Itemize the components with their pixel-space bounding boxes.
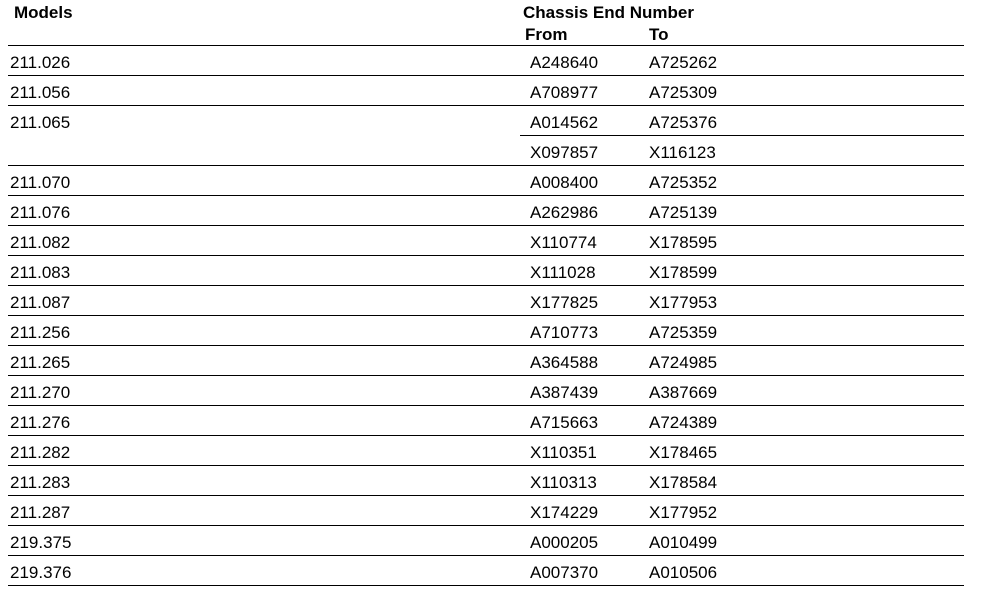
- table-row: [0, 375, 992, 405]
- cell-from: A007370: [530, 563, 599, 582]
- table-row: [0, 255, 992, 285]
- cell-model: 211.065: [10, 113, 71, 132]
- cell-from: A710773: [530, 323, 599, 342]
- table-row: [0, 495, 992, 525]
- cell-model: 211.076: [10, 203, 71, 222]
- cell-from: A387439: [530, 383, 599, 402]
- cell-from: A708977: [530, 83, 599, 102]
- cell-from: A262986: [530, 203, 599, 222]
- cell-from: A000205: [530, 533, 599, 552]
- cell-model: 211.056: [10, 83, 71, 102]
- table-row: [0, 345, 992, 375]
- column-header-models: Models: [14, 3, 73, 22]
- table-row: [0, 525, 992, 555]
- cell-from: X111028: [530, 263, 596, 282]
- cell-model: 211.082: [10, 233, 71, 252]
- cell-to: X178599: [649, 263, 718, 282]
- table-row: [0, 105, 992, 135]
- cell-model: 211.083: [10, 263, 71, 282]
- table-row: [0, 225, 992, 255]
- cell-from: X110351: [530, 443, 597, 462]
- cell-from: A008400: [530, 173, 599, 192]
- table-row: [0, 75, 992, 105]
- table-row: [0, 555, 992, 585]
- column-header-chassis-end-number: Chassis End Number: [523, 3, 694, 22]
- cell-to: A724389: [649, 413, 718, 432]
- cell-model: 211.087: [10, 293, 71, 312]
- cell-model: 211.283: [10, 473, 71, 492]
- cell-model: 211.256: [10, 323, 71, 342]
- cell-from: X177825: [530, 293, 599, 312]
- table-row: [0, 135, 992, 165]
- cell-to: A725352: [649, 173, 718, 192]
- cell-model: 211.287: [10, 503, 71, 522]
- cell-from: A715663: [530, 413, 599, 432]
- cell-from: X174229: [530, 503, 599, 522]
- column-header-to: To: [649, 25, 669, 44]
- column-header-from: From: [525, 25, 568, 44]
- cell-model: 219.375: [10, 533, 72, 552]
- table-row: [0, 435, 992, 465]
- cell-to: A387669: [649, 383, 718, 402]
- cell-model: 211.070: [10, 173, 71, 192]
- cell-from: A364588: [530, 353, 599, 372]
- cell-to: A725309: [649, 83, 718, 102]
- cell-to: X116123: [649, 143, 716, 162]
- table-row: [0, 165, 992, 195]
- cell-from: X097857: [530, 143, 599, 162]
- cell-model: 211.265: [10, 353, 71, 372]
- cell-to: A725262: [649, 53, 718, 72]
- table-row: [0, 315, 992, 345]
- cell-to: A010506: [649, 563, 718, 582]
- cell-to: A725376: [649, 113, 718, 132]
- table-row: [0, 45, 992, 75]
- table-row: [0, 465, 992, 495]
- cell-model: 211.026: [10, 53, 71, 72]
- cell-from: X110313: [530, 473, 597, 492]
- cell-to: A010499: [649, 533, 718, 552]
- cell-to: A724985: [649, 353, 718, 372]
- row-divider: [8, 585, 964, 586]
- cell-from: X110774: [530, 233, 597, 252]
- cell-from: A248640: [530, 53, 599, 72]
- cell-to: X178595: [649, 233, 718, 252]
- cell-model: 219.376: [10, 563, 72, 582]
- cell-to: X178584: [649, 473, 718, 492]
- table-row: [0, 195, 992, 225]
- cell-model: 211.282: [10, 443, 71, 462]
- table-row: [0, 285, 992, 315]
- cell-model: 211.270: [10, 383, 71, 402]
- cell-to: X177953: [649, 293, 718, 312]
- cell-to: X178465: [649, 443, 718, 462]
- table-row: [0, 405, 992, 435]
- cell-model: 211.276: [10, 413, 71, 432]
- cell-from: A014562: [530, 113, 599, 132]
- cell-to: A725359: [649, 323, 718, 342]
- cell-to: A725139: [649, 203, 718, 222]
- cell-to: X177952: [649, 503, 718, 522]
